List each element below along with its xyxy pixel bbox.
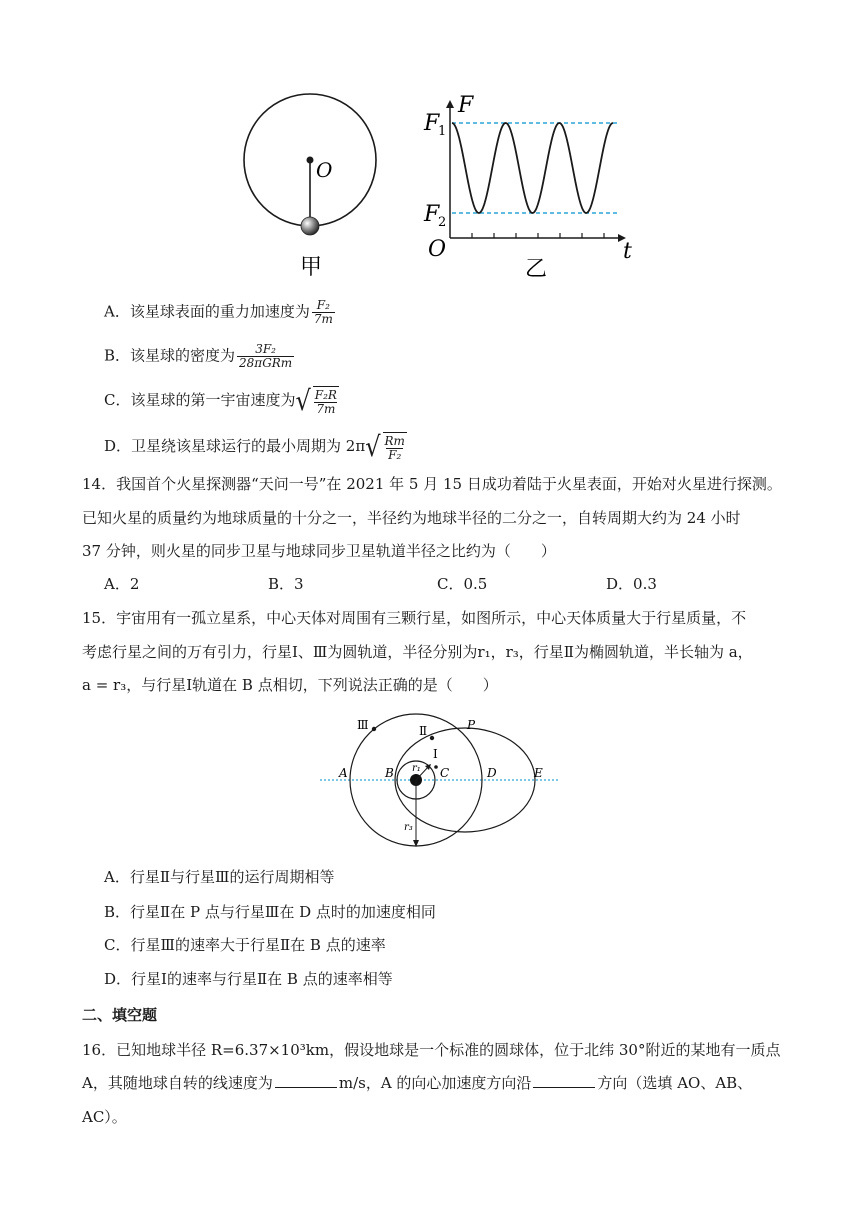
q14-line-2: 已知火星的质量约为地球质量的十分之一，半径约为地球半径的二分之一，自转周期大约为 24 小时 bbox=[82, 509, 741, 527]
q13-option-b: B．该星球的密度为 $\frac{\text{3F₂}}{\text{28πGRm}}$ bbox=[104, 342, 293, 370]
label-P: P bbox=[467, 718, 476, 732]
x-axis-label: t bbox=[623, 239, 632, 264]
ball bbox=[301, 217, 319, 235]
left-center-label: O bbox=[316, 158, 333, 182]
q14-option-c: C．0.5 bbox=[437, 575, 488, 593]
top-figure bbox=[230, 90, 650, 290]
label-II: Ⅱ bbox=[419, 724, 428, 738]
label-r1: r₁ bbox=[412, 763, 421, 774]
label-E: E bbox=[534, 766, 543, 780]
label-r3: r₃ bbox=[404, 822, 413, 833]
answer-blank-1[interactable] bbox=[275, 1073, 337, 1088]
y-axis-label: F bbox=[458, 93, 474, 118]
f2-sub: 2 bbox=[438, 215, 447, 230]
label-D: D bbox=[487, 766, 497, 780]
q14-line-3: 37 分钟，则火星的同步卫星与地球同步卫星轨道半径之比约为（ ） bbox=[82, 542, 556, 560]
q14-option-b: B．3 bbox=[268, 575, 304, 593]
f1-label: F bbox=[424, 111, 440, 136]
orbit-figure bbox=[315, 708, 565, 858]
q15-line-2: 考虑行星之间的万有引力，行星Ⅰ、Ⅲ为圆轨道，半径分别为r₁，r₃，行星Ⅱ为椭圆轨道，半长轴为 a， bbox=[82, 643, 753, 661]
f2-label: F bbox=[424, 202, 440, 227]
label-III: Ⅲ bbox=[357, 718, 369, 732]
q13-option-c: C．该星球的第一宇宙速度为 √ $\frac{\text{F₂R}}{7m}$ bbox=[104, 384, 337, 418]
q16-line-1: 16．已知地球半径 R=6.37×10³km，假设地球是一个标准的圆球体，位于北纬 30°附近的某地有一质点 bbox=[82, 1041, 781, 1059]
answer-blank-2[interactable] bbox=[533, 1073, 595, 1088]
force-curve bbox=[452, 123, 613, 213]
q15-option-d: D．行星Ⅰ的速率与行星Ⅱ在 B 点的速率相等 bbox=[104, 970, 393, 988]
section-title: 二、填空题 bbox=[82, 1006, 158, 1024]
q15-option-a: A．行星Ⅱ与行星Ⅲ的运行周期相等 bbox=[104, 868, 335, 886]
q14-line-1: 14．我国首个火星探测器“天问一号”在 2021 年 5 月 15 日成功着陆于火星表面，开始对火星进行探测。 bbox=[82, 475, 782, 493]
q16-line-2: A，其随地球自转的线速度为 m/s，A 的向心加速度方向沿 方向（选填 AO、AB、 bbox=[82, 1074, 753, 1092]
q15-line-3: a = r₃，与行星Ⅰ轨道在 B 点相切，下列说法正确的是（ ） bbox=[82, 676, 498, 694]
label-B: B bbox=[385, 766, 394, 780]
q13-option-a: A．该星球表面的重力加速度为 $\frac{\text{F₂}}{7m}$ bbox=[104, 298, 333, 326]
q15-line-1: 15．宇宙用有一孤立星系，中心天体对周围有三颗行星，如图所示，中心天体质量大于行星质量，不 bbox=[82, 609, 747, 627]
q15-option-b: B．行星Ⅱ在 P 点与行星Ⅲ在 D 点时的加速度相同 bbox=[104, 903, 436, 921]
left-figure-label: 甲 bbox=[300, 255, 323, 280]
q16-line-3: AC）。 bbox=[82, 1108, 127, 1126]
q14-option-d: D．0.3 bbox=[606, 575, 657, 593]
label-C: C bbox=[440, 766, 450, 780]
label-A: A bbox=[339, 766, 348, 780]
q13-option-d: D．卫星绕该星球运行的最小周期为 2π √ $\frac{Rm}{\text{F₂}}$ bbox=[104, 430, 405, 464]
label-I: Ⅰ bbox=[433, 747, 438, 761]
right-figure-label: 乙 bbox=[525, 257, 548, 282]
q15-option-c: C．行星Ⅲ的速率大于行星Ⅱ在 B 点的速率 bbox=[104, 936, 386, 954]
q14-option-a: A．2 bbox=[104, 575, 140, 593]
center-point bbox=[307, 157, 314, 164]
origin-label: O bbox=[428, 237, 447, 262]
f1-sub: 1 bbox=[438, 124, 447, 139]
